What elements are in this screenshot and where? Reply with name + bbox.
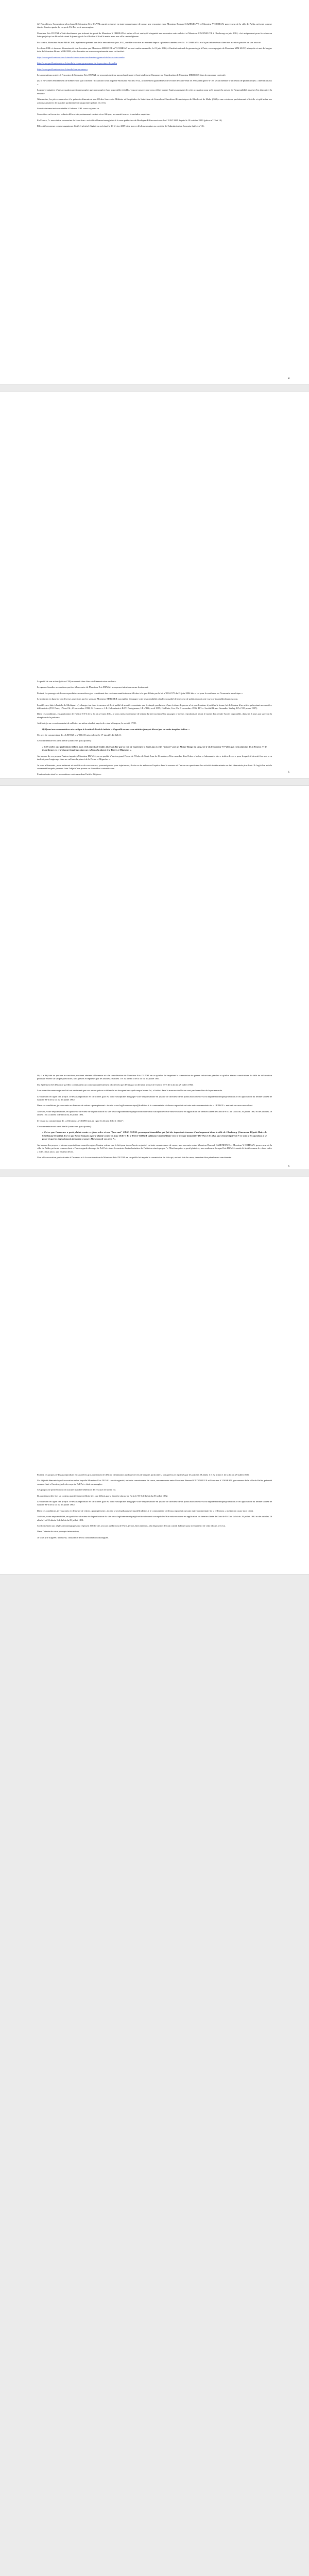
paragraph: La preuve négative d'une accusation aussi mensongère que mensongère étant impossible à établir, vous ne pourrez que vous référer contre l'auteur anonyme de cette accusation pour qu'il apporte la preuve de l'impossibilité absolue d'en démontrer la véracité. xyxy=(37,89,272,95)
paragraph: Le profil de son action (pièce n°18) ne saurait donc être valablement mise en doute. xyxy=(37,680,116,683)
paragraph: Au travers de ces propos l'auteur impute à Monsieur DUVAL, en sa qualité d'ancien grand Prieur de l'Ordre de Saint-Jean de Jérusalem, d'être membre d'un Ordre « bidon » s'adonnant « des « trafics divers » pour lesquels il devrait être mis « en taule et pour longtemps dans un cul-bas-du-plancé de la Pierre et Mignolus ». xyxy=(37,754,272,761)
paragraph: Or, il a déjà été vu que ces accusations portaient atteinte à l'honneur et à la considération de Monsieur Eric DUVAL en ce qu'elles lui imputent la commission de graves infractions pénales et qu'elles étaient constitutives du délit de diffamation publique envers un simple particulier, faits prévus et réprimés par les articles 29 alinéa 1 et 32 alinéa 1 de la loi du 29 juillet 1881. xyxy=(37,1074,272,1080)
paragraph: Leur caractère mensonger exclut tout sentiment que son auteur puisse se défendre en évoquant une quelconque bonne foi, a fortiori dans la mesure où elles ne sont pas formulées de façon mesurée. xyxy=(37,1089,223,1092)
paragraph: Le maintien en ligne de ces diverses assertions par les soins de Monsieur MERCIER susceptible d'engager votre responsabilité pénale en qualité de directeur de publication du site www.le-journaldesfinances.com. xyxy=(37,698,238,701)
paragraph: Je vous prie d'agréer, Monsieur, l'assurance de ma considération distinguée. xyxy=(37,1536,109,1539)
paragraph: Dans ces conditions, je vous mets en demeure de retirer « promptement » du site www.legiltannumerique@fradition.fr le commentaire ci-dessus reproduit ou toute autre commentaire de « réflexions » mettant en cause mon client. xyxy=(37,1509,254,1512)
quoted-heading: B) Quant aux commentaires mis en ligne à la suite de l'article intitulé « Magouille en vue : un ministre français discret par un ordre templier Indien » : xyxy=(42,727,191,731)
paragraph: b) Quant au commentaire de « réflexions » n°466935 mis en ligne le 22 juin 2014 à 13h47 : xyxy=(37,1119,124,1122)
page-number: 4 xyxy=(288,377,289,380)
paragraph: Les graves/insultes accusations portées à l'encontre de Monsieur Eric DUVAL ne reposent ainsi sur aucun fondement. xyxy=(37,686,149,689)
paragraph: Par contre, Monsieur Bruno MERCIER, également présent lors de la rencontre de juin 2012, semble souscrire activement depuis « plusieurs années avec M. Y CHHEAN » et n'a pas informé son client des activités passées de son associé. xyxy=(37,41,261,44)
paragraph: En France, l'« association souveraine de Jean-Jean » est officiellement enregistrée à la sous-préfecture de Boulogne-Billancourt sous le n° 120/13269 depuis le 18 octobre 2003 (pièces n°13 et 14). xyxy=(37,118,222,122)
page-number: 5 xyxy=(288,771,289,774)
paragraph: Une telle accusation porte atteinte à l'honneur et à la considération de Monsieur Eric DUVAL en ce qu'elle lui impute la commission de faits qui, en tout état de cause, devraient être pénalement sanctionnés. xyxy=(37,1156,232,1159)
document-page-4 xyxy=(0,0,309,384)
paragraph: Un avis de commentaire de « LEPAGE » n°001415 mis en ligne le 17 juin 2014 à 12h11 : xyxy=(37,734,123,737)
paragraph: Ces propos ne peuvent donc en aucune manière bénéficier de l'excuse de bonne foi. xyxy=(37,1488,116,1492)
paragraph: Je vous affirmerais, pour traiteront et au délires de son concurs, pouvant passer pour injurieuses, il n'en va de même en l'espèce dans la mesure où l'auteur en questionne les activités indéterminées au fait démontrés plus haut. Il s'agit d'un article commenté lesquels peuvent faire l'objet d'une preuve ou d'un débat contradictoire. xyxy=(37,764,272,770)
paragraph: Partant, les propos ci-dessus reproduits en caractères gras constituent le délit de diffamation publique envers de simples particuliers, faits prévus et réprimés par les articles 29 alinéa 1 et 32 alinéa 1 de la loi du 29 juillet 1881. xyxy=(37,1473,250,1476)
paragraph: Au travers des propos ci-dessus reproduits en caractères gras, l'auteur estime que le fait pour deux d'avoir organisé, en toute connaissance de cause, une rencontre entre Monsieur Bernard CAZENEUVE et Monsieur Y CHHEAN, gouverneur de la ville de Pailin, présenté comme étant « l'ancien garde du corps de Pol Pot » dans le contexte l'actuel ministre de l'intérieur ainsi que par "« l'Etat français » a porté plainte », non seulement lorsque Eric DUVAL aurait été traité comme le « faux ordre » et le « faux ami » que l'auteur décrit. xyxy=(37,1143,272,1153)
page-number: 6 xyxy=(288,1165,289,1168)
page-body xyxy=(37,1473,272,1542)
page-body xyxy=(37,680,272,778)
paragraph: Le maintien en ligne des propos ci-dessus reproduits en caractères gras est donc susceptible d'engager votre responsabilité en qualité de directeur de la publication du site www.legiltannumerique@fradition.fr en application du dernier alinéa de l'article 93-3 de la loi du 29 juillet 1982. xyxy=(37,1095,272,1101)
paragraph: Le maintien en ligne des propos ci-dessus reproduits en caractères gras est donc susceptible d'engager votre responsabilité en qualité de directeur de la publication du site www.legiltannumerique@fradition.fr en application du dernier alinéa de l'article 93-3 de la loi du 29 juillet 1982. xyxy=(37,1500,272,1506)
paragraph: Partant, les passages ci-dessus reproduits en caractères gras constituent des contenus manifestement illicites tels que définis par la loi n°2004-575 du 21 juin 2004 dite « loi pour la confiance en l'économie numérique ». xyxy=(37,691,244,694)
paragraph: Dans ces conditions, je vous mets en demeure de retirer « promptement » du site www.legiltannumerique@fradition.fr le commentaire ci-dessus reproduit ou toute autre commentaire de « LEPAGE » mettant en cause mon client. xyxy=(37,1104,253,1107)
document-page-6 xyxy=(0,786,309,1170)
paragraph: Elle a été reconnue comme organisme d'intérêt général éligible au mécénat le 10 février 2009 et se trouve dès lors soumise au contrôle de l'administration française (pièce n°15). xyxy=(37,125,204,128)
paragraph: La référence faite à l'article de Mediapart n'y change rien dans la mesure où il est publié de manière constante que le simple producteur d'une écriture de presse n'est pas de nature à justifier le bonne foi de l'auteur d'un article présentant un caractère diffamatoire (TGI Paris, 17ème Ch., 23 novembre 1998, G. Gouzon c. J-E. Colombani et B-PC Partagneaux, LP n°166, avril 1999, CA Paris, 1ère Ch. B novembre 1996, TF1 c. Société Bruno Grenadier Verlag, LP n°139, mars 1997). xyxy=(37,703,272,710)
source-link[interactable]: http://www.prefloraisonslave.fr/media/ban-erranom-s xyxy=(37,67,88,71)
paragraph: L'auteur tente ainsi les accusations contenues dans l'article litigieux. xyxy=(37,773,102,776)
paragraph: Il a également été démontré qu'elles constituaient un contenu manifestement illicite tels que définis par la dernière phrase de l'article 93-3 de la loi du 29 juillet 1982. xyxy=(37,1083,194,1086)
source-link[interactable]: http://www.prefloraisonslave.fr/media/brmes-mercier-directeur-general-de-la-societe-cambo xyxy=(37,56,125,59)
paragraph: Son action en faveur des enfants défavorisés, notamment en Asie et en Afrique, ne saurait trouver la moindre suspicion. xyxy=(37,113,150,116)
paragraph: Les accusations portées à l'encontre de Monsieur Eric DUVAL ne reposent ainsi sur aucun fondement et font totalement l'impasse sur l'implication de Monsieur MERCIER dans la rencontre contestée. xyxy=(37,74,227,77)
paragraph: Dans l'attente de votre prompte intervention, xyxy=(37,1530,79,1533)
paragraph: Monsieur Eric DUVAL n'était absolument pas informé du passé de Monsieur Y CHHEAN et même s'il est vrai qu'il s'organisé une rencontre entre celui-ci et Monsieur CAZENEUVE à Cherbourg en juin 2012, c'est uniquement pour favoriser un futur projet qui se déroulait visant le jumelage de la ville dont il était le maire avec une ville cambodgienne. xyxy=(37,31,272,38)
paragraph: Ce commentaire est ainsi libellé (caractères gras ajoutés) : xyxy=(37,1125,92,1128)
page-body xyxy=(37,23,272,131)
paragraph: (ii) Par ailleurs, l'accusation selon laquelle Monsieur Eric DUVAL aurait organisé, en toute connaissance de cause, une rencontre entre Monsieur Bernard CAZENEUVE et Monsieur Y CHIHAN, gouverneur de la ville de Pallin, présenté comme étant « l'ancien garde du corps de Pol Pot » est mensongère. xyxy=(37,23,272,29)
paragraph: A défaut, votre responsabilité, en qualité de directeur de la publication du site www.legiltannumerique@fradition.fr serait susceptible d'être mise en cause en application de dernier alinéa de l'article 93-3 de la loi du 29 juillet 1982 et des articles 29 alinéa 1 et 32 alinéa 1 de la loi du 29 juillet 1881. xyxy=(37,1110,272,1116)
paragraph: (ii) Il en va bien évidemment de même en ce qui concerne l'accusation selon laquelle Monsieur Eric DUVAL, actuellement grand Prieur de l'Ordre de Saint-Jean de Jérusalem (pièce n°10) serait membre d'un réseau de philanthropes « internationaux ». xyxy=(37,79,272,86)
paragraph: Conformément aux règles déontologiques qui régissent l'Ordre des avocats au Barreau de Paris, je suis, bien entendu, à la disposition de tout conseil habituel pour m'entretenir de cette affaire avec lui. xyxy=(37,1524,226,1528)
paragraph: Néanmoins, les pièces annexées à la présente démontrent que l'Ordre Souverain Militaire et Hospitalier de Saint Jean de Jérusalem Chevaliers Œcuméniques de Rhodes et de Malte (OSJ) a une existence parfaitement officielle et qu'il mène ses actions caritatives de manière parfaitement transparente (pièces 11 à 16). xyxy=(37,98,272,104)
quoted-comment: « CES ordres aux prétentions bidons mais réels réussis de trafics divers et dire que ce con de Cazeneuve a faicte pas à cette "honoré" par un Khmer Rouge de sang, vis-à-vis l'Honneur ??? dire que c'est amicales de la France !!! je te pardonne est vrai et pour longtemps dans un cul-bas-du-plancé à la Pierre et Mignolus ». xyxy=(42,745,267,752)
document-page-5 xyxy=(0,392,309,778)
paragraph: A défaut, je me verrai contraint de solliciter au même résultat auprès de votre hébergeur, la société OVH. xyxy=(37,722,136,725)
document-page-7 xyxy=(0,1177,309,1574)
paragraph: Dans ces conditions, en application de l'article 6-I-6 de la loi du 21 juin 2004, je vous mets en demeure de retirer du site incriminé les passages ci-dessus reproduits et à tout le moins d'en rendre l'accès impossible, dans les 5 jours qui suivront la réception de la présente. xyxy=(37,713,272,719)
paragraph: Ce commentaire est ainsi libellé (caractères gras ajoutés) : xyxy=(37,739,92,742)
page-body xyxy=(37,1074,272,1162)
quoted-comment: « Est-ce que Cazeneuve a porté plainte contre ce faux ordre et son "faux ami" ERIC DUVAL prononçant immobilier qui fait des importants travaux d'aménagement dans la ville de Cherbourg (Cazeneuve Député-Maire de Cherbourg-Octeville). Est-ce que l'Etat français a porté plainte contre ce faux Ordre ? Et le PAUL VIOLET suffisance intermédiaire vers le Groupe immobilier DUVAL et les élus, que viennent faire là ? Ce sont là les questions à se poser et que les juges français devraient se poser. Alors vous & vos pens ? » xyxy=(42,1131,267,1141)
paragraph: Il a déjà été démontré que l'accusation selon laquelle Monsieur Eric DUVAL aurait organisé, en toute connaissance de cause, une rencontre entre Monsieur Bernard CAZENEUVE et Monsieur Y CHHEAN, gouverneur de la ville de Pailin, présenté comme étant « l'ancien garde du corps de Pol Pot » était mensongère. xyxy=(37,1479,272,1485)
paragraph: A défaut, votre responsabilité, en qualité de directeur de la publication du site www.legiltannumerique@fradition.fr serait susceptible d'être mise en cause en application du dernier alinéa de l'article 93-3 de la loi du 29 juillet 1982 et des articles 29 alinéa 1 et 32 alinéa 1 de la loi du 29 juillet 1881. xyxy=(37,1515,272,1521)
paragraph: Son site internet est consultable à l'adresse URL www.osj.com.sn. xyxy=(37,107,100,110)
paragraph: Ils constituent dès lors un contenu manifestement illicite tels que définis par la dernière phrase de l'article 93-3 de la loi du 29 juillet 1982. xyxy=(37,1494,168,1497)
source-link[interactable]: http://www.prefloraisonslave.fr/media/y-chuon-gouverneur-de-la-province-de-pailin xyxy=(37,62,117,65)
paragraph: Les liens URL ci-dessous démontrent à tout le moins que Messieurs MERCIER et Y CHHEAN se sont rendus ensemble, le 21 juin 2012, à l'institut national de gemmologie à Paris, en compagnie de Monsieur YIM SEAP, interprète et ami de longue date de Monsieur Bruno MERCIER, afin de mettre en œuvre un partenariat avec cet institut : xyxy=(37,47,272,53)
